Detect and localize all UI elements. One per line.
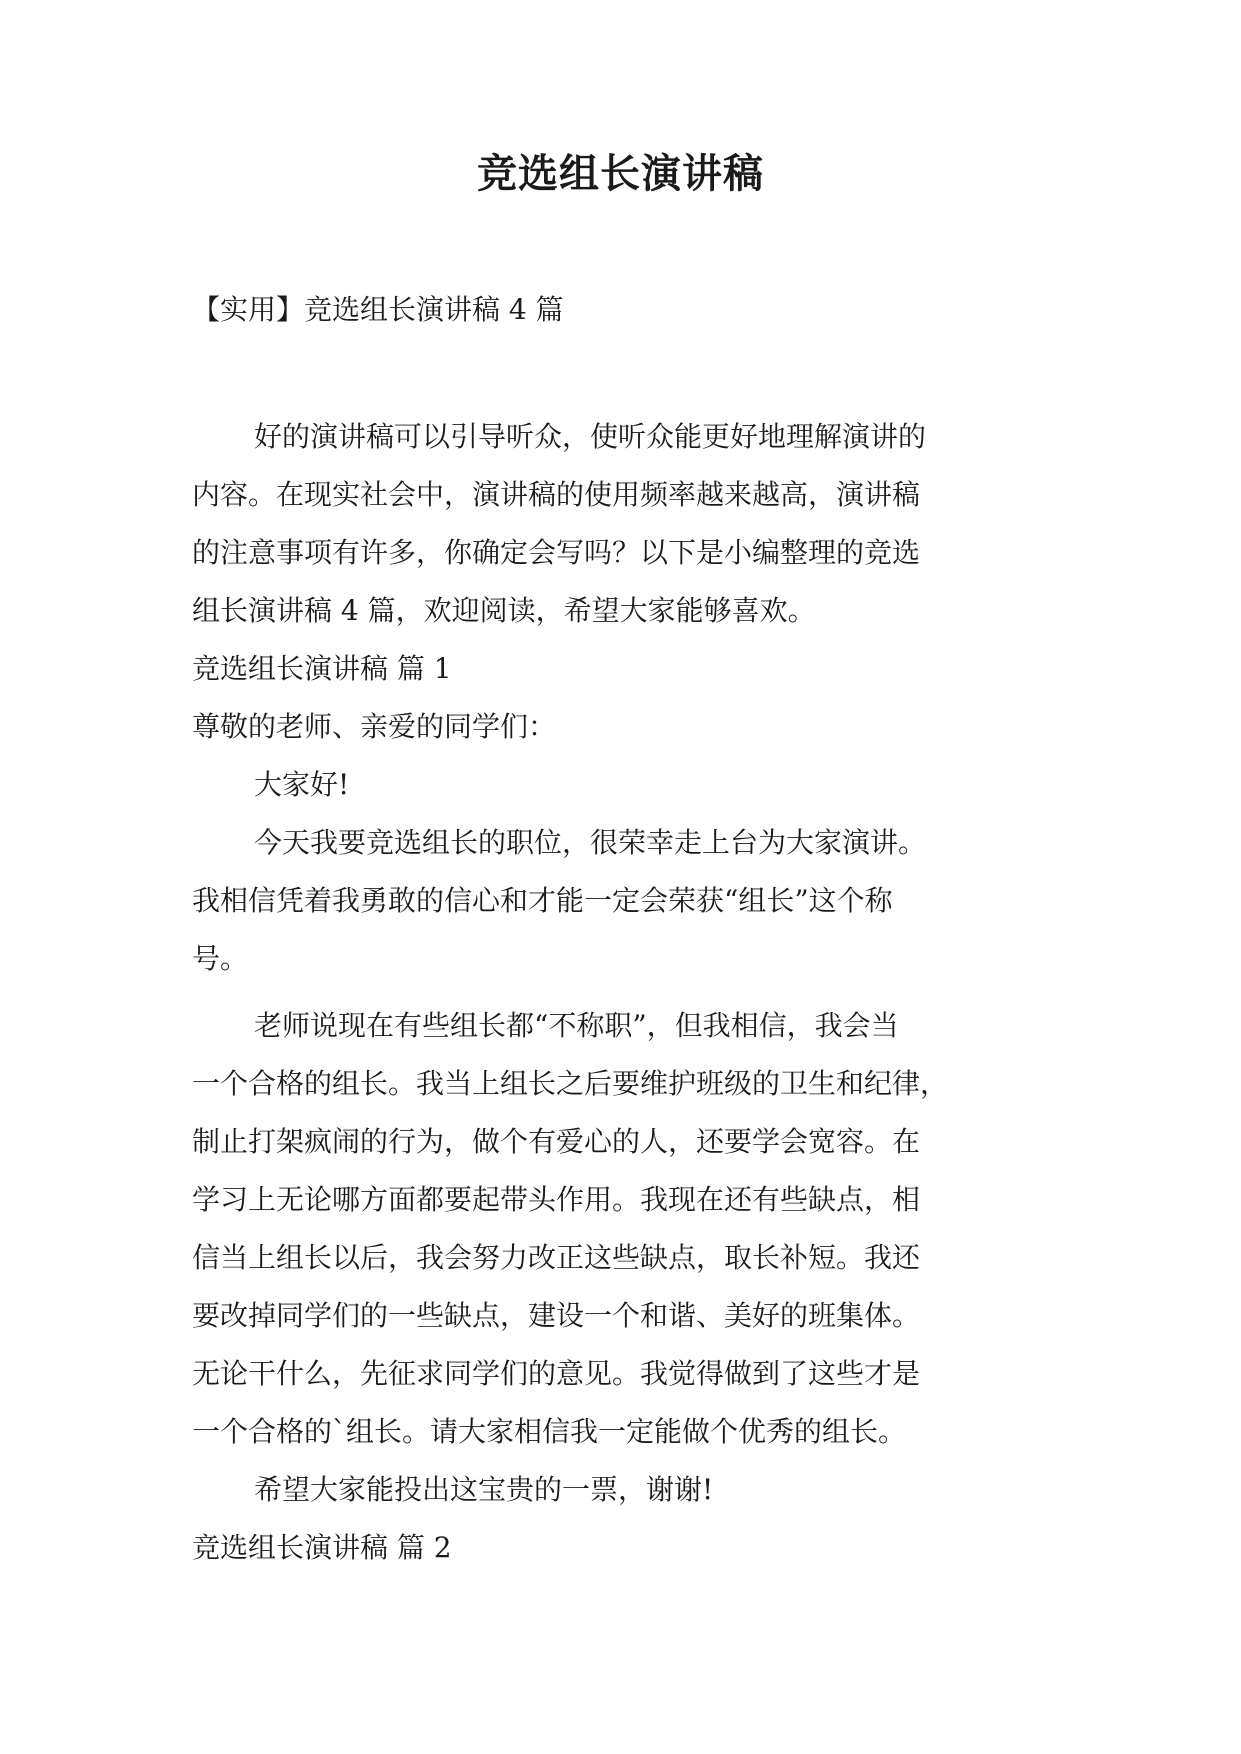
text-line: 号。 [192,942,249,975]
paragraph-2 [192,997,1058,1461]
greeting: 大家好! [254,768,350,801]
text-line: 我相信凭着我勇敢的信心和才能一定会荣获“组长”这个称 [192,884,893,917]
text-line: 组长演讲稿 4 篇，欢迎阅读，希望大家能够喜欢。 [192,594,816,627]
document-subtitle: 【实用】竞选组长演讲稿 4 篇 [192,293,564,326]
text-line: 学习上无论哪方面都要起带头作用。我现在还有些缺点，相 [192,1183,921,1216]
text-line: 老师说现在有些组长都“不称职”，但我相信，我会当 [254,1009,899,1042]
document-body [192,408,1058,1577]
text-line: 今天我要竞选组长的职位，很荣幸走上台为大家演讲。 [254,826,927,859]
text-line: 好的演讲稿可以引导听众，使听众能更好地理解演讲的 [254,420,927,453]
text-line: 一个合格的`组长。请大家相信我一定能做个优秀的组长。 [192,1415,907,1448]
text-line: 信当上组长以后，我会努力改正这些缺点，取长补短。我还 [192,1241,921,1274]
text-line: 一个合格的组长。我当上组长之后要维护班级的卫生和纪律， [192,1067,949,1100]
text-line: 内容。在现实社会中，演讲稿的使用频率越来越高，演讲稿 [192,478,921,511]
text-line: 要改掉同学们的一些缺点，建设一个和谐、美好的班集体。 [192,1299,921,1332]
text-line: 无论干什么，先征求同学们的意见。我觉得做到了这些才是 [192,1357,921,1390]
closing-line: 希望大家能投出这宝贵的一票，谢谢! [254,1473,714,1506]
section-heading-2: 竞选组长演讲稿 篇 2 [192,1531,452,1564]
text-line: 的注意事项有许多，你确定会写吗？以下是小编整理的竞选 [192,536,921,569]
salutation: 尊敬的老师、亲爱的同学们： [192,710,557,743]
section-heading-1: 竞选组长演讲稿 篇 1 [192,652,452,685]
document-title: 竞选组长演讲稿 [477,150,764,197]
intro-paragraph [192,408,1058,640]
paragraph-1 [192,814,1058,988]
text-line: 制止打架疯闹的行为，做个有爱心的人，还要学会宽容。在 [192,1125,921,1158]
